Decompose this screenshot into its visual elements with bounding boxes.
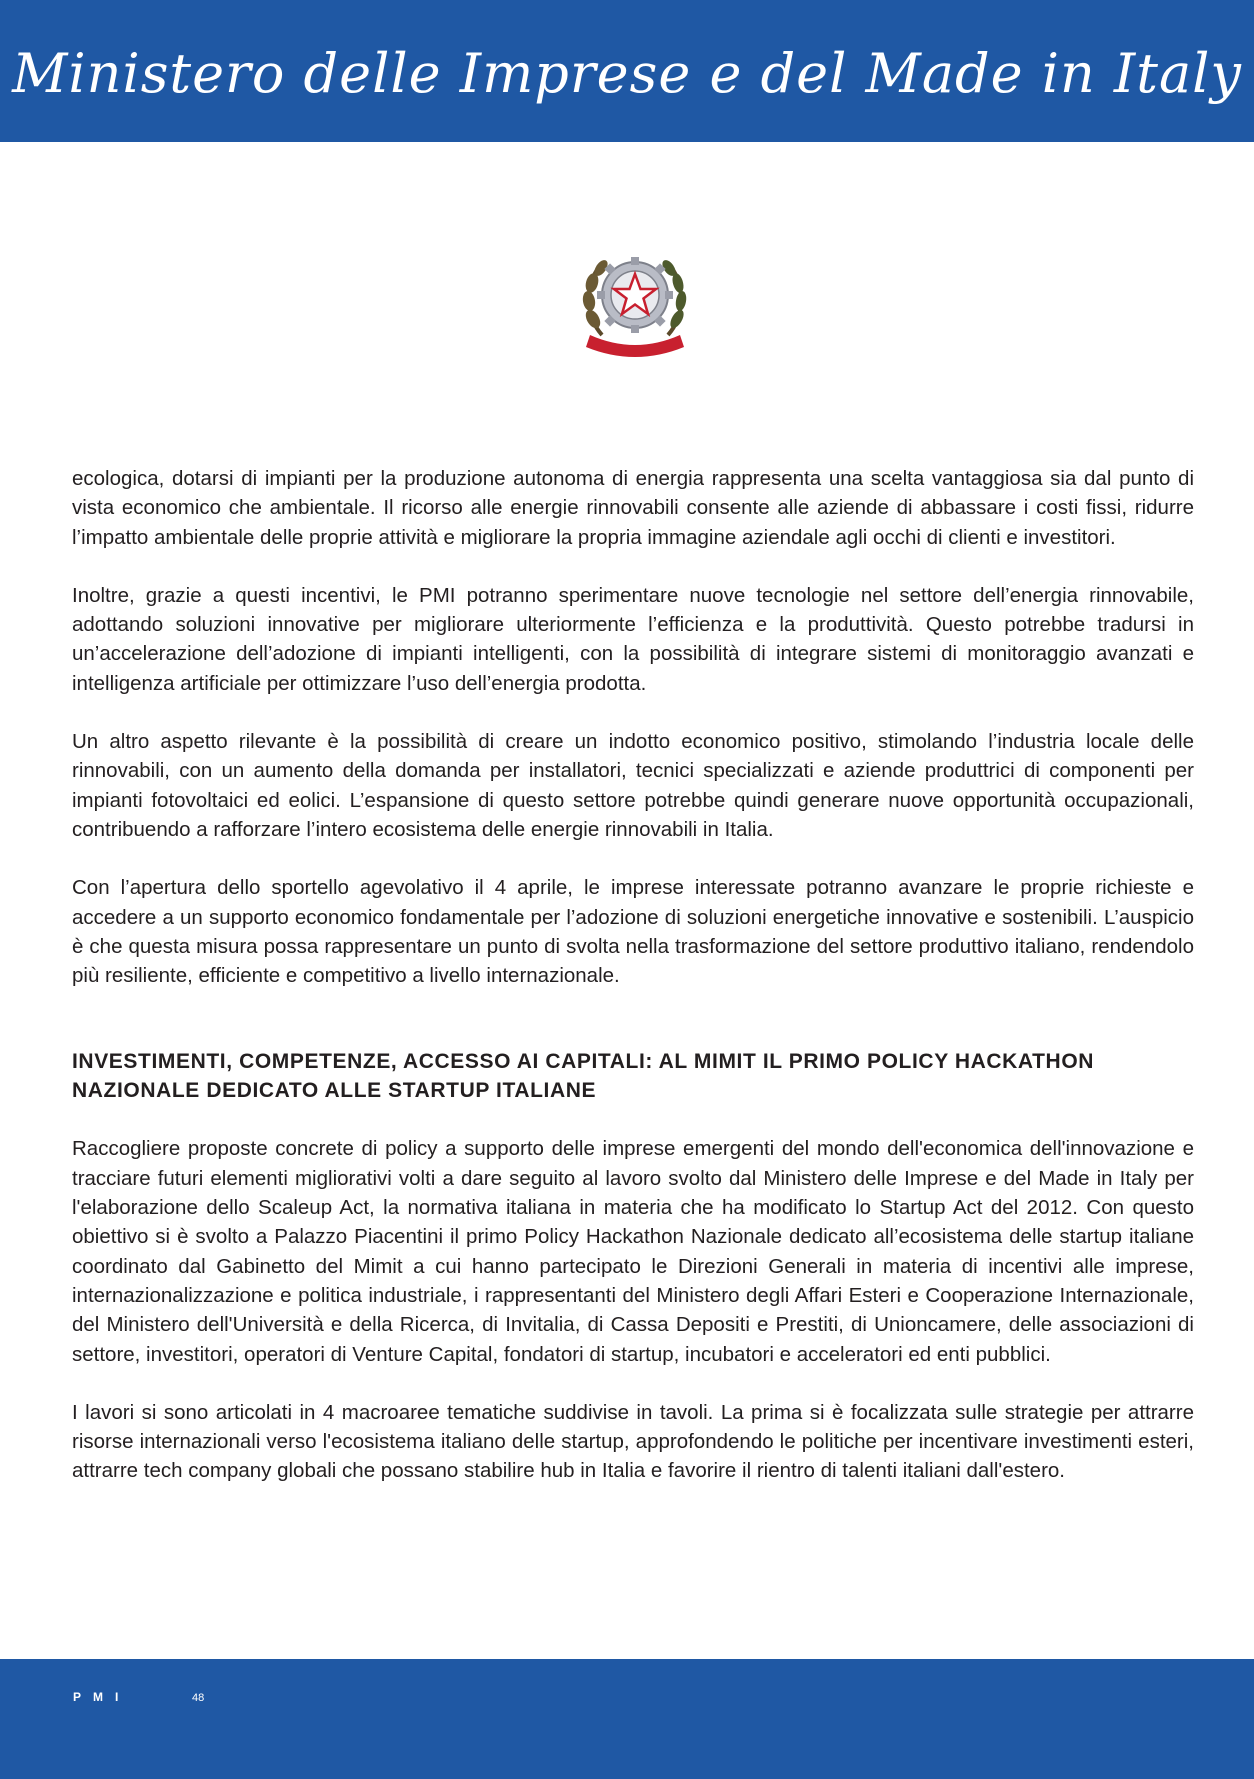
header-title: Ministero delle Imprese e del Made in Italy: [12, 41, 1242, 105]
paragraph: Inoltre, grazie a questi incentivi, le PMI potranno sperimentare nuove tecnologie nel settore dell’energia rinnovabile, adottando soluzioni innovative per migliorare ulteriormente l’efficienza e la produttività. Questo potrebbe tradursi in un’accelerazione dell’adozione di impianti intelligenti, con la possibilità di integrare sistemi di monitoraggio avanzati e intelligenza artificiale per ottimizzare l’uso dell’energia prodotta.: [72, 583, 1194, 695]
paragraph: Raccogliere proposte concrete di policy a supporto delle imprese emergenti del mondo dell'economica dell'innovazione e tracciare futuri elementi migliorativi volti a dare seguito al lavoro svolto dal Ministero delle Imprese e del Made in Italy per l'elaborazione dello Scaleup Act, la normativa italiana in materia che ha modificato lo Startup Act del 2012. Con questo obiettivo si è svolto a Palazzo Piacentini il primo Policy Hackathon Nazionale dedicato all’ecosistema delle startup italiane coordinato dal Gabinetto del Mimit a cui hanno partecipato le Direzioni Generali in materia di incentivi alle imprese, internazionalizzazione e politica industriale, i rappresentanti del Ministero degli Affari Esteri e Cooperazione Internazionale, del Ministero dell'Università e della Ricerca, di Invitalia, di Cassa Depositi e Prestiti, di Unioncamere, delle associazioni di settore, investitori, operatori di Venture Capital, fondatori di startup, incubatori e acceleratori ed enti pubblici.: [72, 1137, 1194, 1366]
footer-label: PMI: [73, 1690, 131, 1704]
page-header: [0, 0, 1254, 142]
paragraph: ecologica, dotarsi di impianti per la produzione autonoma di energia rappresenta una scelta vantaggiosa sia dal punto di vista economico che ambientale. Il ricorso alle energie rinnovabili consente alle aziende di abbassare i costi fissi, ridurre l’impatto ambientale delle proprie attività e migliorare la propria immagine aziendale agli occhi di clienti e investitori.: [72, 467, 1194, 549]
page-number: 48: [192, 1692, 205, 1704]
emblem-icon: [580, 243, 690, 361]
page-footer: [0, 1659, 1254, 1779]
paragraph: I lavori si sono articolati in 4 macroaree tematiche suddivise in tavoli. La prima si è focalizzata sulle strategie per attrarre risorse internazionali verso l'ecosistema italiano delle startup, approfondendo le politiche per incentivare investimenti esteri, attrarre tech company globali che possano stabilire hub in Italia e favorire il rientro di talenti italiani dall'estero.: [72, 1400, 1194, 1483]
paragraph: Con l’apertura dello sportello agevolativo il 4 aprile, le imprese interessate potranno avanzare le proprie richieste e accedere a un supporto economico fondamentale per l’adozione di soluzioni energetiche innovative e sostenibili. L’auspicio è che questa misura possa rappresentare un punto di svolta nella trasformazione del settore produttivo italiano, rendendolo più resiliente, efficiente e competitivo a livello internazionale.: [72, 876, 1194, 988]
section-heading: INVESTIMENTI, COMPETENZE, ACCESSO AI CAPITALI: AL MIMIT IL PRIMO POLICY HACKATHON NAZIONALE DEDICATO ALLE STARTUP ITALIANE: [72, 1050, 1095, 1103]
article-body: [72, 464, 1194, 1515]
paragraph: Un altro aspetto rilevante è la possibilità di creare un indotto economico positivo, stimolando l’industria locale delle rinnovabili, con un aumento della domanda per installatori, tecnici specializzati e aziende produttrici di componenti per impianti fotovoltaici ed eolici. L’espansione di questo settore potrebbe quindi generare nuove opportunità occupazionali, contribuendo a rafforzare l’intero ecosistema delle energie rinnovabili in Italia.: [72, 730, 1194, 841]
